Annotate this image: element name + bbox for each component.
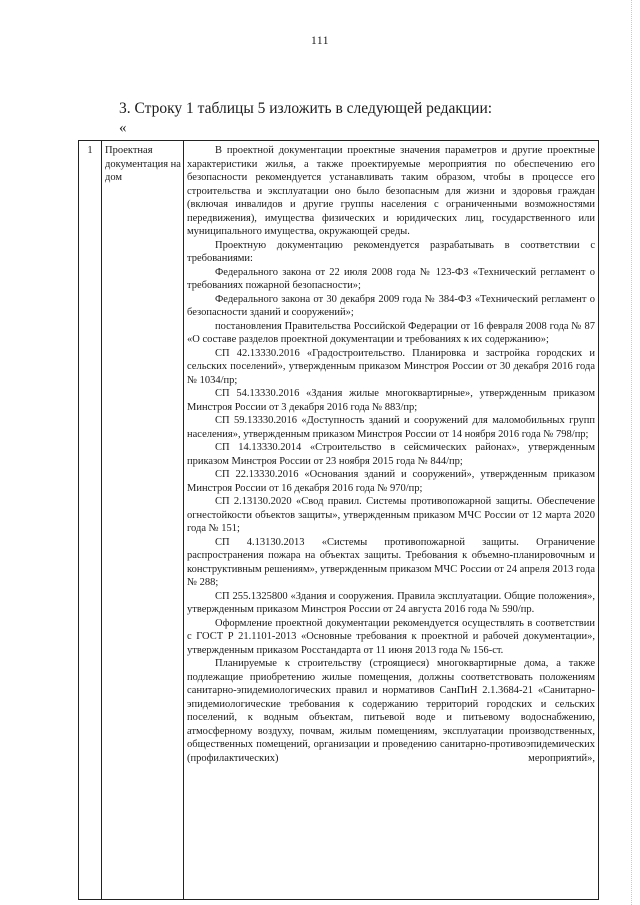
content-paragraph: СП 54.13330.2016 «Здания жилые многоквартирные», утвержденным приказом Минстроя России от 3 декабря 2016 года № 883/пр; bbox=[187, 388, 595, 413]
scan-edge-line bbox=[631, 0, 632, 905]
content-paragraph: Проектную документацию рекомендуется разрабатывать в соответствии с требованиями: bbox=[187, 239, 595, 264]
opening-quote-mark: « bbox=[119, 120, 127, 136]
content-paragraph: СП 59.13330.2016 «Доступность зданий и сооружений для маломобильных групп населения», утвержденным приказом Минстроя России от 14 ноября 2016 года № 798/пр; bbox=[187, 415, 595, 440]
amendment-table bbox=[78, 140, 599, 900]
content-paragraph: СП 14.13330.2014 «Строительство в сейсмических районах», утвержденным приказом Минстроя России от 23 ноября 2015 года № 844/пр; bbox=[187, 442, 595, 467]
content-paragraph: СП 42.13330.2016 «Градостроительство. Планировка и застройка городских и сельских поселений», утвержденным приказом Минстроя России от 30 декабря 2016 года № 1034/пр; bbox=[187, 347, 595, 386]
page-number: 111 bbox=[311, 35, 329, 47]
content-paragraph: Федерального закона от 30 декабря 2009 года № 384-ФЗ «Технический регламент о безопасности зданий и сооружений»; bbox=[187, 293, 595, 318]
content-paragraph: Федерального закона от 22 июля 2008 года № 123-ФЗ «Технический регламент о требованиях пожарной безопасности»; bbox=[187, 266, 595, 291]
row-number-cell: 1 bbox=[87, 145, 93, 156]
content-paragraph: Планируемые к строительству (строящиеся) многоквартирные дома, а также подлежащие приобретению жилые помещения, должны соответствовать положениям санитарно-эпидемиологических правил и нормативов СанПиН 2.1.3684-21 «Санитарно-эпидемиологические требования к содержанию территорий городских и сельских поселений, к водным объектам, питьевой воде и питьевому водоснабжению, атмосферному воздуху, почвам, жилым помещениям, эксплуатации производственных, общественных помещений, организации и проведению санитарно-противоэпидемических (профилактических) мероприятий», bbox=[187, 658, 595, 764]
content-paragraph: постановления Правительства Российской Федерации от 16 февраля 2008 года № 87 «О составе разделов проектной документации и требованиях к их содержанию»; bbox=[187, 320, 595, 345]
content-paragraph: Оформление проектной документации рекомендуется осуществлять в соответствии с ГОСТ Р 21.1101-2013 «Основные требования к проектной и рабочей документации», утвержденным приказом Росстандарта от 11 июня 2013 года № 156-ст. bbox=[187, 617, 595, 656]
content-paragraph: СП 4.13130.2013 «Системы противопожарной защиты. Ограничение распространения пожара на объектах защиты. Требования к объемно-планировочным и конструктивным решениям», утвержденным приказом МЧС России от 24 апреля 2013 года № 288; bbox=[187, 536, 595, 588]
section-heading: 3. Строку 1 таблицы 5 изложить в следующей редакции: bbox=[119, 100, 493, 117]
column-divider-1 bbox=[101, 141, 102, 899]
content-paragraph: СП 2.13130.2020 «Свод правил. Системы противопожарной защиты. Обеспечение огнестойкости объектов защиты», утвержденным приказом МЧС России от 12 марта 2020 года № 151; bbox=[187, 496, 595, 534]
column-divider-2 bbox=[183, 141, 184, 899]
content-paragraph: В проектной документации проектные значения параметров и другие проектные характеристики жилья, а также проектируемые мероприятия по обеспечению его безопасности рекомендуется устанавливать таким образом, чтобы в процессе его строительства и эксплуатации оно было безопасным для жизни и здоровья граждан (включая инвалидов и другие группы населения с ограниченными возможностями передвижения), имущества физических и юридических лиц, государственного или муниципального имущества, окружающей среды. bbox=[187, 145, 595, 237]
row-content-cell bbox=[187, 144, 595, 765]
content-paragraph: СП 255.1325800 «Здания и сооружения. Правила эксплуатации. Общие положения», утвержденным приказом Минстроя России от 24 августа 2016 года № 590/пр. bbox=[187, 590, 595, 615]
row-name-cell: Проектная документация на дом bbox=[105, 145, 181, 183]
content-paragraph: СП 22.13330.2016 «Основания зданий и сооружений», утвержденным приказом Минстроя России от 16 декабря 2016 года № 970/пр; bbox=[187, 469, 595, 494]
